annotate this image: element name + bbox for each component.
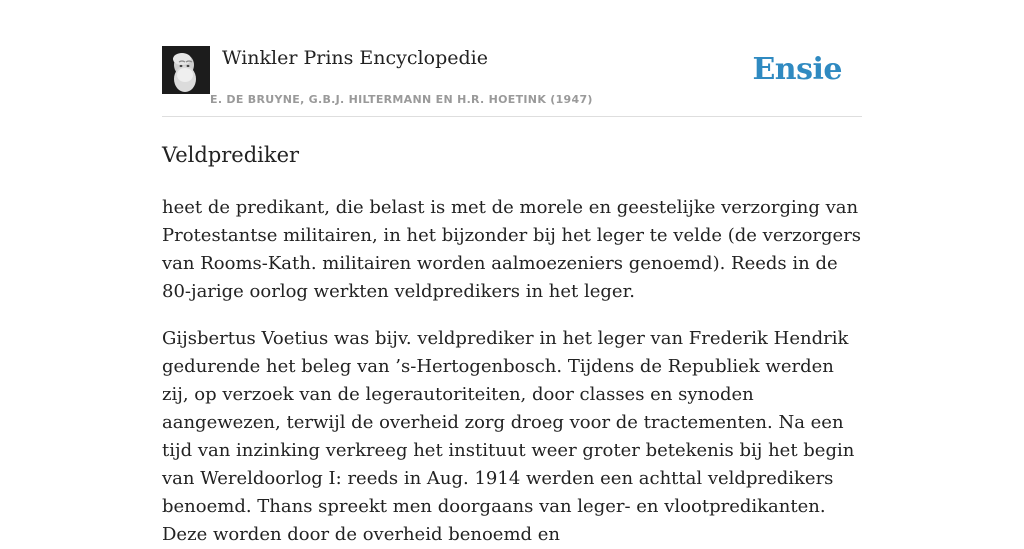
publication-authors: E. DE BRUYNE, G.B.J. HILTERMANN EN H.R. HOETINK (1947)	[210, 93, 593, 106]
ensie-logo[interactable]: Ensie	[752, 52, 842, 87]
author-avatar-icon[interactable]	[162, 46, 210, 94]
article	[162, 140, 862, 549]
article-paragraph: heet de predikant, die belast is met de morele en geestelijke verzorging van Protestantse militairen, in het bijzonder bij het leger te velde (de verzorgers van Rooms-Kath. militairen worden aalmoezeniers genoemd). Reeds in de 80-jarige oorlog werkten veldpredikers in het leger.	[162, 197, 862, 302]
article-title: Veldprediker	[162, 143, 300, 167]
article-paragraph: Gijsbertus Voetius was bijv. veldprediker in het leger van Frederik Hendrik gedurende het beleg van ’s-Hertogenbosch. Tijdens de Republiek werden zij, op verzoek van de legerautoriteiten, door classes en synoden aangewezen, terwijl de overheid zorg droeg voor de tractementen. Na een tijd van inzinking verkreeg het instituut weer groter betekenis bij het begin van Wereldoorlog I: reeds in Aug. 1914 werden een achttal veldpredikers benoemd. Thans spreekt men doorgaans van leger- en vlootpredikanten. Deze worden door de overheid benoemd en	[162, 328, 855, 545]
publication-title[interactable]: Winkler Prins Encyclopedie	[222, 47, 488, 69]
publication-header	[162, 46, 862, 117]
